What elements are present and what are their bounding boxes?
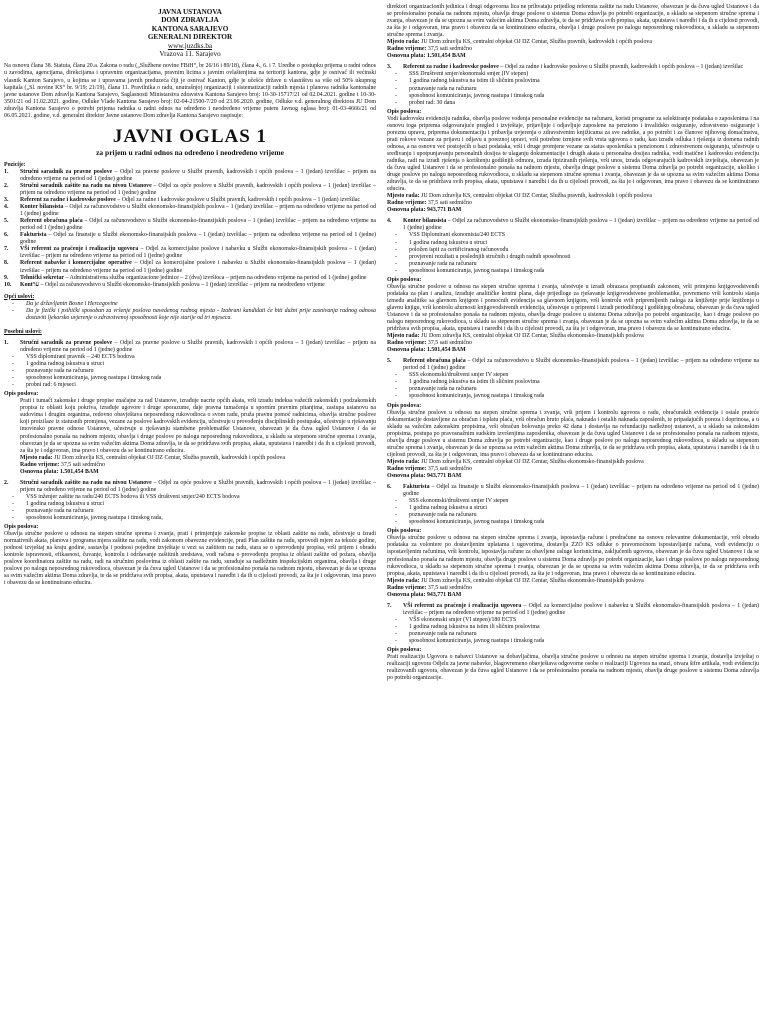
position-details: – Odjel za opće poslove u Službi pravnih, kadrovskih i općih poslova – 1 (jedan) izvršilac – prijem na određeno vrijeme na period od 1 (jedne) godine bbox=[20, 182, 377, 196]
position-list-item bbox=[4, 275, 376, 282]
position-1-hours: 37,5 sati sedmično bbox=[59, 461, 105, 468]
position-7-section: 7. VŠi referent za praćenje i realizaciju ugovora – Odjel za komercijalne poslove i nabavku u Službi ekonomsko-finansijskih poslova – 1 (jedan) izvršilac – prijem na određeno vrijeme na period od 1 (jedne) godine - VŠS ekonomski smjer (VI stepen)/180 ECTS - 1 godina radnog iskustva na istim ili sličnim poslovima - poznavanje rada na računaru - sposobnost komuniciranja, javnog nastupa i timskog rada Opis poslova: Prati realizaciju Ugovora o nabavci Ustanove sa dobavljačima, obavlja stručne poslove u odnosu na stepen stručne sprema i zvanja, dostavlja izvještaj o realizaciji ugovora Odjelu za javne nabavke, blagovremeno obavještava odgovorne osobe o realizaciji Ugovora na snazi, otvara šifre artikala, vodi evidenciju realizovanih ugovora, obavezan je da čuva ugled Ustanove i da se profesionalno ponaša na radnom mjestu, obavlja druge poslove u sistemu Doma zdravlja po potrebi organizacije. bbox=[387, 602, 759, 682]
requirement-item: - sposobnost komuniciranja, javnog nastupa i timskog rada bbox=[387, 93, 759, 100]
position-7-subtitle: – Odjel za komercijalne poslove i nabavku u Službi ekonomsko-finansijskih poslova – 1 (jedan) izvršilac – prijem na određeno vrijeme na period od 1 (jedne) godine bbox=[403, 602, 759, 616]
position-3-requirements bbox=[387, 71, 759, 106]
requirement-text: sposobnost komuniciranja, javnog nastupa i timskog rada bbox=[409, 267, 545, 274]
position-4-hours: 37,5 sati sedmično bbox=[426, 340, 472, 347]
position-name: Tehnički sekretar bbox=[20, 274, 65, 281]
position-5-place: JU Dom zdravlja KS, centralni objekat OJ DZ Centar, Služba ekonomsko-finansijskih poslova bbox=[419, 458, 644, 465]
position-5-opis-label: Opis poslova: bbox=[387, 402, 422, 409]
requirement-item: - VSS diplomirani pravnik – 240 ECTS bodova bbox=[4, 354, 376, 361]
position-1-subtitle: – Odjel za pravne poslove u Službi pravnih, kadrovskih i općih poslova – 1 (jedan) izvršilac – prijem na određeno vrijeme na period od 1 (jedne) godine bbox=[20, 339, 376, 353]
position-list-item bbox=[4, 260, 376, 274]
requirement-text: VSS Diplomirani ekonomista/240 ECTS bbox=[409, 232, 506, 239]
position-3-salary: 943,771 BAM bbox=[425, 207, 462, 214]
requirement-item: - SSS ekonomski/društveni smjer IV stepen bbox=[387, 372, 759, 379]
position-1-description: Prati i tumači zakonske i druge propise značajne za rad Ustanove, izrađuje nacrte općih akata, vrši izradu indeksa važećih zakonskih i podzakonskih propisa iz oblasti koju pokriva, izrađuje ugovore i druge sporazume, daje pravna tumačenja u sporním pravnim pitanjima, zastupa ustanovu na sudovima i drugim organima, redovno obavještava neposrednog rukovodioca o svom radu, pruža pravnu pomoć radnicima, obavlja stručne poslove koji proizilaze iz statusnih promjena, vezane za poslove kadrovskih evidencija, učestvuje u provođenju disciplinskih postupaka, učestvuje u rješavanju imovinsko pravne odnose Ustanove, učestvuje u rješavanju stambene problematike Ustanove, obavezan je da čuva ugled Ustanove i da se profesionalno ponaša na radnom mjestu, obavlja i druge poslove po nalogu neposrednog rukovodioca, u skladu sa stepenom stručne sprema i zvanja, obavezan je da se upozna sa svim važećim aktima Doma zdravlja, te da se pridržava svih propisa, akata, uputstava i naredbi i da ih u cijelosti provodi, za šta je i odgovoran, ima pravo i obavezu da se kontinuirano educira. bbox=[20, 398, 376, 454]
position-list-item bbox=[4, 204, 376, 218]
requirement-item: - sposobnost komuniciranja, javnog nastupa i timskog rada bbox=[387, 393, 759, 400]
requirement-text: sposobnost komuniciranja, javnog nastupa i timskog rada bbox=[409, 519, 545, 526]
requirement-text: sposobnost komuniciranja, javnog nastupa i timskog rada bbox=[409, 393, 545, 400]
position-6-place: JU Dom zdravlja KS, centralni objekat OJ DZ Centar, Služba ekonomsko-finansijskih poslova bbox=[419, 577, 644, 584]
position-4-opis-label: Opis poslova: bbox=[387, 276, 422, 283]
requirement-item: - poznavanje rada na računaru bbox=[387, 261, 759, 268]
position-6-hours: 37,5 sati sedmično bbox=[426, 584, 472, 591]
position-6-section: 6. Fakturista – Odjel za finansije u Službi ekonomsko-finansijskih poslova – 1 (jedan) izvršilac – prijem na određeno vrijeme na period od 1 (jedne) godine - SSS ekonomski/društveni smjer IV stepen - 1 godina radnog iskustva u struci - poznavanje rada na računaru - sposobnost komuniciranja, javnog nastupa i timskog rada Opis poslova: Obavlja stručne poslove u odnosu na stepen stručne sprema i zvanja, ispostavlja račune i predračune na osnovu relevantne dokumentacije, vrši obradu podataka za volontere po dostavljenim uplatama i ugovorima, dostavlja ZZO KS odluke o pravomoćnom ispostavljanju računa, vodi evidenciju o ispostavljenim računima, vrši kontrolu, ispostavlja račune za obavljene usluge korisnicima, zaključenih ugovora, obavezan je da čuva ugled Ustanove i da se profesionalno ponaša na radnom mjestu, obavlja druge poslove u sistemu Doma zdravlja po potrebi organizacije, kao i druge poslove po nalogu neposrednog rukovodioca, u skladu sa stepenom stručne sprema i zvanja, obavezan je da se upozna sa svim važećim aktima Doma zdravlja, te da se pridržava svih propisa, akata, uputstava i naredbi i da ih u cijelosti provodi, za šta je i odgovoran, ima pravo i obavezu da se kontinuirano educira. Mjesto rada: JU Dom zdravlja KS, centralni objekat OJ DZ Centar, Služba ekonomsko-finansijskih poslova Radno vrijeme: 37,5 sati sedmično Osnovna plata: 943,771 BAM bbox=[387, 484, 759, 598]
position-5-place-label: Mjesto rada: bbox=[387, 458, 420, 465]
position-2-hours-label: Radno vrijeme: bbox=[387, 46, 427, 53]
requirement-item: - položen ispit za certificiranog računovođu bbox=[387, 247, 759, 254]
requirement-text: poznavanje rada na računaru bbox=[409, 386, 477, 393]
position-7-description: Prati realizaciju Ugovora o nabavci Ustanove sa dobavljačima, obavlja stručne poslove u odnosu na stepen stručne sprema i zvanja, dostavlja izvještaj o realizaciji ugovora Odjelu za javne nabavke, blagovremeno obavještava odgovorne osobe o realizaciji Ugovora na snazi, otvara šifre artikala, vodi evidenciju realizovanih ugovora, obavezan je da čuva ugled Ustanove i da se profesionalno ponaša na radnom mjestu, obavlja druge poslove u sistemu Doma zdravlja po potrebi organizacije. bbox=[387, 654, 759, 682]
requirement-text: 1 godina radnog iskustva na istim ili sličnim poslovima bbox=[409, 78, 540, 85]
position-2-description-continued: direktori organizacionih jedinica i drugi odgovorna lica ne prihvataju prijedlog referenta zaštite na radu Ustanove, obavezan je da čuva ugled Ustanove i da se profesionalno ponaša na radnom mjestu, obavlja druge poslove u sistemu Doma zdravlja po potrebi organizacije, u skladu sa stepenom stručne sprema i zvanja, obavezan je da se upozna sa svim važećim aktima Doma zdravlja, te da se pridržava svih propisa, akata, uputstava i naredbi i da ih u cijelosti provodi, za šta je i odgovoran, ima pravo i obavezu da se kontinuirano educira, obavlja i druge poslove po nalogu neposrednog rukovodioca, u skladu sa stepenom stručne sprema i zvanja. bbox=[387, 4, 759, 39]
position-3-opis-label: Opis poslova: bbox=[387, 108, 422, 115]
position-name: VŠi referent za praćenje i realizaciju ugovora bbox=[20, 246, 139, 253]
position-number: 5. bbox=[4, 218, 9, 225]
position-6-subtitle: – Odjel za finansije u Službi ekonomsko-finansijskih poslova – 1 (jedan) izvršilac – prijem na određeno vrijeme na period od 1 (jedne) godine bbox=[403, 484, 759, 498]
requirement-item: - poznavanje rada na računaru bbox=[4, 508, 376, 515]
position-2-place-label: Mjesto rada: bbox=[387, 39, 420, 46]
requirement-text: sposobnost komuniciranja, javnog nastupa i timskog rada bbox=[409, 638, 545, 645]
institution-header bbox=[4, 8, 376, 58]
general-conditions-label: Opći uslovi: bbox=[4, 293, 35, 300]
position-6-salary-label: Osnovna plata: bbox=[387, 591, 426, 598]
position-2-description: Obavlja stručne poslove u odnosu na stepen stručne sprema i zvanja, prati i primjenjuje zakonske propise iz oblasti zaštite na radu, učestvuje u izradi normativnih akata, planova i programa mjera zaštite na radu, vodi zakonom obavezne evidencije, prati Plan zaštite na radu, sprovodi mjere za tekuće godine, podnosi izvještaj na kraju godine, sastavlja i podnosi pojedine izvještaje u vezi sa zaštitom na radu, stara se o sprovođenju propisa, vrši prijem i obradu kontrole ispravnosti, efikasnost, čuvanje, kontrolu i održavanje zaštitnih sredstava, vodi računa o provođenju propisa iz oblasti zaštite od požara, obavlja poslove koordinatora zaštite na radu, radi na stručnim poslovima iz oblasti zaštite na radu, surađuje sa nadležnim inspekcijskim organima, obavlja i druge poslove po nalogu neposrednog rukovodioca, obavezan je da čuva ugled Ustanove i da se profesionalno ponaša na radnom mjestu, obavezan je da se upozna sa svim važećim aktima Doma zdravlja, te da se pridržava svih propisa, akata, uputstava i naredbi i da ih u cijelosti provodi, za šta je i odgovoran, ima pravo i obavezu da se kontinuirano educira. bbox=[4, 531, 376, 587]
requirement-text: VŠS ekonomski smjer (VI stepen)/180 ECTS bbox=[409, 616, 517, 623]
position-5-title: Referent obračuna plaća bbox=[403, 358, 466, 365]
position-details: – Odjel za pravne poslove u Službi pravnih, kadrovskih i općih poslova – 1 (jedan) izvršilac – prijem na određeno vrijeme na period od 1 (jedne) godine bbox=[20, 168, 376, 182]
requirement-item: - sposobnost komuniciranja, javnog nastupa i timskog rada, bbox=[4, 515, 376, 522]
position-number: 6. bbox=[4, 232, 9, 239]
requirement-item: - sposobnost komuniciranja, javnog nastupa i timskog rada bbox=[387, 268, 759, 275]
position-number: 4. bbox=[4, 204, 9, 211]
requirement-text: poznavanje rada na računaru bbox=[26, 368, 94, 375]
requirement-text: 1 godina radnog iskustva u struci bbox=[26, 361, 105, 368]
requirement-item: - VSS inženjer zaštite na radu/240 ECTS bodova ili VSS društveni smjer/240 ECTS bodova bbox=[4, 494, 376, 501]
position-4-description: Obavlja stručne poslove u odnosu na stepen stručne sprema i zvanja, učestvuje u izradi obrazaca propisanih zakonom, vrši primjenu knjigovodstvenih podataka za plan i analizu, izrađuje analitičke kontni plana, daje prijedloge za rješavanje knjigovodstvene problematike, povremeno vrši kontrolu stanja između analitike sa glavnom knjigom i pomoćnih evidencija sa glavnom knjigom, vrši kontrolu svih pripremljenih naloga za knjiženje prije knjiženja u glavnu knjigu, vrši kontrolu ažurnosti knjigovodstvenih evidencija, učestvuje u pripremi i izradi periodičnog i godišnjeg obračuna, obavezan je da čuva ugled Ustanove i da se profesionalno ponaša na radnom mjestu, obavlja druge poslove u sistemu Doma zdravlja po potrebi organizacije, kao i druge poslove po nalogu neposrednog rukovodioca, u skladu sa stepenom stručne sprema i zvanja, obavezan je da se upozna sa svim važećim aktima Doma zdravlja, te da se pridržava svih propisa, akata, uputstava i naredbi i da ih u cijelosti provodi, za šta je i odgovoran, ima pravo i obavezu da se kontinuirano educira. bbox=[387, 283, 759, 333]
requirement-text: probni rad: 6 mjeseci bbox=[26, 382, 76, 389]
requirement-item: - 1 godina radnog iskustva na istim ili sličnim poslovima bbox=[387, 624, 759, 631]
website-link[interactable]: www.juzdks.ba bbox=[167, 41, 213, 50]
position-list-item bbox=[4, 183, 376, 197]
requirement-text: 1 godina radnog iskustva u struci bbox=[26, 500, 105, 507]
requirement-text: poznavanje rada na računaru bbox=[409, 630, 477, 637]
position-5-description: Obavlja stručne poslove u odnosu na stepen stručne sprema i zvanja, vrši prijem i kontrolu ugovora o radu, obračunskih evidencija i ostale pratеće dokumentacije dostavljene za obračun i isplatu plaća, vrši obračun bruto plaća, naknada i ostalih naknada zaposlenih, te pripadajućih poreza i doprinosa, a u skladu sa važećim zakonskim propisima, vrši obračun bolovanja preko 42 dana i dostavlja na refundaciju nadležnoj ustanovi, a u skladu sa zakonskim propisima, postupa po pravosnažnim sudskim izvršenjima zaposlenika, obavezan je da čuva ugled Ustanove i da se profesionalno ponaša na radnom mjestu, obavlja druge poslove u sistemu Doma zdravlja po potrebi organizacije, kao i druge poslove po nalogu neposrednog rukovodioca, u skladu sa stepenom stručne sprema i zvanja, obavezan je da se upozna sa svim važećim aktima Doma zdravlja, te da se pridržava svih propisa, akata, uputstava i naredbi i da ih u cijelosti provodi, za šta je i odgovoran, ima pravo i obavezu da se kontinuirano educira. bbox=[387, 409, 759, 458]
requirement-text: SSS ekonomski/društveni smjer IV stepen bbox=[409, 498, 509, 505]
requirement-text: položen ispit za certificiranog računovođu bbox=[409, 246, 509, 253]
position-number: 7. bbox=[4, 246, 9, 253]
header-line-4: GENERALNI DIREKTOR bbox=[147, 33, 233, 42]
position-4-section: 4. Konter bilansista – Odjel za računovodstvo u Službi ekonomsko-finansijskih poslova – 1 (jedan) izvršilac – prijem na određeno vrijeme na period od 1 (jedne) godine - VSS Diplomirani ekonomista/240 ECTS - 1 godina radnog iskustva u struci - položen ispit za certificiranog računovođu - provjereni rezultati u poslednjih stručnih i drugih radnih sposobnosti - poznavanje rada na računaru - sposobnost komuniciranja, javnog nastupa i timskog rada Opis poslova: Obavlja stručne poslove u odnosu na stepen stručne sprema i zvanja, učestvuje u izradi obrazaca propisanih zakonom, vrši primjenu knjigovodstvenih podataka za plan i analizu, izrađuje analitičke kontni plana, daje prijedloge za rješavanje knjigovodstvene problematike, povremeno vrši kontrolu stanja između analitike sa glavnom knjigom i pomoćnih evidencija sa glavnom knjigom, vrši kontrolu svih pripremljenih naloga za knjiženje prije knjiženja u glavnu knjigu, vrši kontrolu ažurnosti knjigovodstvenih evidencija, učestvuje u pripremi i izradi periodičnog i godišnjeg obračuna, obavezan je da čuva ugled Ustanove i da se profesionalno ponaša na radnom mjestu, obavlja druge poslove u sistemu Doma zdravlja po potrebi organizacije, kao i druge poslove po nalogu neposrednog rukovodioca, u skladu sa stepenom stručne sprema i zvanja, obavezan je da se upozna sa svim važećim aktima Doma zdravlja, te da se pridržava svih propisa, akata, uputstava i naredbi i da ih u cijelosti provodi, za šta je i odgovoran, ima pravo i obavezu da se kontinuirano educira. Mjesto rada: JU Dom zdravlja KS, centralni objekat OJ DZ Centar, Služba ekonomsko-finansijskih poslova Radno vrijeme: 37,5 sati sedmično Osnovna plata: 1.501,454 BAM bbox=[387, 218, 759, 354]
general-condition-text: Da je državljanin Bosne i Hercegovine bbox=[26, 300, 118, 307]
requirement-text: provjereni rezultati u poslednjih stručnih i drugih radnih sposobnosti bbox=[409, 253, 571, 260]
position-2-salary: 1.501,454 BAM bbox=[425, 53, 466, 60]
requirement-item: - poznavanje rada na računaru bbox=[387, 512, 759, 519]
position-2-requirements bbox=[4, 494, 376, 522]
position-2-salary-label: Osnovna plata: bbox=[387, 53, 426, 60]
position-details: – Odjel za komercijalne poslove i nabavku u Službi ekonomsko-finansijskih poslova – 1 (jedan) izvršilac – prijem na određeno vrijeme na period od 1 (jedne) godine bbox=[20, 246, 376, 260]
position-1-salary: 1.501,454 BAM bbox=[58, 468, 99, 475]
position-3-description: Vodi kadrovsku evidenciju radnika, obavlja poslove vođenja personalne evidencije na računaru, koristi programe za selektiranje podataka o zaposlenima i na osnovu toga priprema odgovarajuće pregled i izvještaje, prijavljuje i odjavljuje zaposlene na penziono i invalidsko osiguranje, zdravstveno osiguranje i poreznu upravu, priprema dokumentaciju i pribavlja uvjerenja o zdravstvenim knjižicama za sve radnike, a po potrebi i za članove njihovog domaćinstva, prati rokove vezane za prijavu i odjavu u poreznoj upravi, vrši potrebne izmjene svih vrsta ugovora o radu, kao izradu odluka i rješenja iz domena radnih odnosa, a na osnovu već postojećih u bazi podataka, vrši i druge promjene vezane za status uposlenika u penzionom i zdravstvenom osiguranju, učestvuje u sređivanju i upotpunjavanju personalnih dosijea te ulaganju dokumentacije i drugih akata u personalna dosijea radnika, vodi matične i kadrovsku evidenciju radnika, radi na izradi rješenja o korištenju godišnjih odmora, izrada tipiziranih rješenja, vrši unos, izrada odgovarajućih kadrovskih izvještaja, obavezan je da čuva ugled Ustanove i da se profesionalno ponaša na radnom mjestu, obavlja druge poslove u sistemu Doma zdravlja po potrebi organizacije, ukoliko i druge poslove po nalogu neposrednog rukovodioca, u skladu sa stepenom stručne sprema i zvanja, obavezan je da se upozna sa svim važećim aktima Doma zdravlja, te da se pridržava svih propisa, akata, uputstava i naredbi i da ih u cijelosti provodi, za šta je i odgovoran, ima pravo i obavezu da se kontinuirano educira. bbox=[387, 115, 759, 193]
position-1-place: JU Dom zdravlja KS, centralni objekat OJ DZ Centar, Služba pravnih, kadrovskih i općih poslova bbox=[52, 454, 285, 461]
page-subtitle: za prijem u radni odnos na određeno i neodređeno vrijeme bbox=[96, 147, 284, 157]
position-list-item bbox=[4, 232, 376, 246]
position-list-item bbox=[4, 218, 376, 232]
position-number: 8. bbox=[4, 260, 9, 267]
requirement-item: - sposobnost komuniciranja, javnog nastupa i timskog rada bbox=[4, 375, 376, 382]
requirement-text: 1 godina radnog iskustva na istim ili sličnim poslovima bbox=[409, 623, 540, 630]
positions-list bbox=[4, 169, 376, 289]
position-3-hours-label: Radno vrijeme: bbox=[387, 200, 427, 207]
position-2-hours: 37,5 sati sedmično bbox=[426, 46, 472, 53]
position-5-section: 5. Referent obračuna plaća – Odjel za računovodstvo u Službi ekonomsko-finansijskih poslova – 1 (jedan) izvršilac – prijem na određeno vrijeme na period od 1 (jedne) godine - SSS ekonomski/društveni smjer IV stepen - 1 godina radnog iskustva na istim ili sličnim poslovima - poznavanje rada na računaru - sposobnost komuniciranja, javnog nastupa i timskog rada Opis poslova: Obavlja stručne poslove u odnosu na stepen stručne sprema i zvanja, vrši prijem i kontrolu ugovora o radu, obračunskih evidencija i ostale pratеće dokumentacije dostavljene za obračun i isplatu plaća, vrši obračun bruto plaća, naknada i ostalih naknada zaposlenih, te pripadajućih poreza i doprinosa, a u skladu sa važećim zakonskim propisima, vrši obračun bolovanja preko 42 dana i dostavlja na refundaciju nadležnoj ustanovi, a u skladu sa zakonskim propisima, postupa po pravosnažnim sudskim izvršenjima zaposlenika, obavezan je da čuva ugled Ustanove i da se profesionalno ponaša na radnom mjestu, obavlja druge poslove u sistemu Doma zdravlja po potrebi organizacije, kao i druge poslove po nalogu neposrednog rukovodioca, u skladu sa stepenom stručne sprema i zvanja, obavezan je da se upozna sa svim važećim aktima Doma zdravlja, te da se pridržava svih propisa, akata, uputstava i naredbi i da ih u cijelosti provodi, za šta je i odgovoran, ima pravo i obavezu da se kontinuirano educira. Mjesto rada: JU Dom zdravlja KS, centralni objekat OJ DZ Centar, Služba ekonomsko-finansijskih poslova Radno vrijeme: 37,5 sati sedmično Osnovna plata: 943,771 BAM bbox=[387, 358, 759, 479]
positions-label: Pozicije: bbox=[4, 161, 26, 168]
header-line-2: DOM ZDRAVLJA bbox=[161, 16, 219, 25]
position-1-place-label: Mjesto rada: bbox=[20, 454, 53, 461]
position-6-salary: 943,771 BAM bbox=[425, 591, 462, 598]
position-5-subtitle: – Odjel za računovodstvo u Službi ekonomsko-finansijskih poslova – 1 (jedan) izvršilac – prijem na određeno vrijeme na period od 1 (jedne) godine bbox=[403, 358, 759, 372]
position-4-requirements bbox=[387, 232, 759, 274]
header-line-3: KANTONA SARAJEVO bbox=[151, 24, 229, 33]
position-2-title: Stručni saradnik zaštite na radu na nivou Ustanove bbox=[20, 479, 152, 486]
special-conditions-label: Posebni uslovi: bbox=[4, 328, 42, 335]
requirement-text: SSS ekonomski/društveni smjer IV stepen bbox=[409, 372, 509, 379]
requirement-item: - 1 godina radnog iskustva u struci bbox=[4, 501, 376, 508]
requirement-text: probni rad: 30 dana bbox=[409, 99, 455, 106]
position-3-salary-label: Osnovna plata: bbox=[387, 207, 426, 214]
position-1-section: 1. Stručni saradnik za pravne poslove – Odjel za pravne poslove u Službi pravnih, kadrovskih i općih poslova – 1 (jedan) izvršilac – prijem na određeno vrijeme na period od 1 (jedne) godine - VSS diplomirani pravnik – 240 ECTS bodova - 1 godina radnog iskustva u struci - poznavanje rada na računaru - sposobnost komuniciranja, javnog nastupa i timskog rada - probni rad: 6 mjeseci Opis poslova: Prati i tumači zakonske i druge propise značajne za rad Ustanove, izrađuje nacrte općih akata, vrši izradu indeksa važećih zakonskih i podzakonskih propisa iz oblasti koju pokriva, izrađuje ugovore i druge sporazume, daje pravna tumačenja u sporním pravnim pitanjima, zastupa ustanovu na sudovima i drugim organima, redovno obavještava neposrednog rukovodioca o svom radu, pruža pravnu pomoć radnicima, obavlja stručne poslove koji proizilaze iz statusnih promjena, vezane za poslove kadrovskih evidencija, učestvuje u provođenju disciplinskih postupaka, učestvuje u rješavanju imovinsko pravne odnose Ustanove, učestvuje u rješavanju stambene problematike Ustanove, obavezan je da čuva ugled Ustanove i da se profesionalno ponaša na radnom mjestu, obavlja i druge poslove po nalogu neposrednog rukovodioca, u skladu sa stepenom stručne sprema i zvanja, obavezan je da se upozna sa svim važećim aktima Doma zdravlja, te da se pridržava svih propisa, akata, uputstava i naredbi i da ih u cijelosti provodi, za šta je i odgovoran, ima pravo i obavezu da se kontinuirano educira. Mjesto rada: JU Dom zdravlja KS, centralni objekat OJ DZ Centar, Služba pravnih, kadrovskih i općih poslova Radno vrijeme: 37,5 sati sedmično Osnovna plata: 1.501,454 BAM bbox=[4, 339, 376, 475]
position-name: Konter bilansista bbox=[20, 204, 64, 211]
position-1-title: Stručni saradnik za pravne poslove bbox=[20, 339, 113, 346]
requirement-text: sposobnost komuniciranja, javnog nastupa i timskog rada bbox=[409, 92, 545, 99]
requirement-text: 1 godina radnog iskustva u struci bbox=[409, 505, 488, 512]
general-condition-item: - Da je državljanin Bosne i Hercegovine bbox=[4, 301, 376, 308]
position-7-opis-label: Opis poslova: bbox=[387, 647, 422, 654]
general-condition-item: - Da je fizički i psihički sposoban za vršenje poslova navedenog radnog mjesta - Izabrani kandidati će biti dužni prije zasnivanja radnog odnosa dostaviti ljekarsko uvjerenje o zdravstvenoj sposobnosti koje nije starije od tri mjeseca. bbox=[12, 307, 376, 321]
requirement-item: - sposobnost komuniciranja, javnog nastupa i timskog rada bbox=[387, 519, 759, 526]
position-3-hours: 37,5 sati sedmično bbox=[426, 200, 472, 207]
legal-basis-intro: Na osnovu člana 38. Statuta, člana 20.a. Zakona o radu („Službene novine FBiH“, br 26/16 i 89/18), člana 4., 6. i 7. Uredbe o postupku prijema u radni odnos u zavodima, agencijama, direkcijama i upravnim organizacijama, pravnim licima s javnim ovlaštenjima na teritoriji kantona, gdje je osnivač ili većinski vlasnik Kanton Sarajevo, u kojima se i upravama javnih preduzeća čiji je osnivač Kanton, gdje je učešće države u vlasništvu sa više od 50% ukupnog kapitala („Sl. novine KS“ br. 9/19; 21/19), člana 11. Pravilnika o radu, unutrašnjoj organizaciji i sistematizaciji radnih mjesta i planova radnika kantonalne javne ustanove Dom zdravlja Kantona Sarajevo, Saglasnosti Ministarstva zdravstva Kantona Sarajevo broj: 10-30-15717/21 od 02.04.2021. godine i 10-30-3501/21 od 11.02.2021. godine, Odluke Vlade Kantona Sarajevo broj: 02-04-21500-7/20 od 23.06.2020. godine, Odluke v.d. generalnog direktora JU Dom zdravlja Kantona Sarajevo o potrebi prijema radnika u radni odnos na određeno i neodređeno vrijeme putem Javnog oglasa broj: 01-03-4666/21 od 06.05.2021. godine, v.d. generalni direktor Javne ustanove Dom zdravlja Kantona Sarajevo raspisuje: bbox=[4, 63, 376, 119]
requirement-item: - 1 godina radnog iskustva u struci bbox=[387, 505, 759, 512]
requirement-text: poznavanje rada na računaru bbox=[409, 260, 477, 267]
requirement-text: sposobnost komuniciranja, javnog nastupa i timskog rada bbox=[26, 375, 162, 382]
position-4-subtitle: – Odjel za računovodstvo u Službi ekonomsko-finansijskih poslova – 1 (jedan) izvršilac – prijem na određeno vrijeme na period od 1 (jedne) godine bbox=[403, 218, 759, 232]
position-number: 1. bbox=[4, 168, 9, 175]
requirement-item: - probni rad: 30 dana bbox=[387, 100, 759, 107]
position-4-place: JU Dom zdravlja KS, centralni objekat OJ DZ Centar, Služba ekonomsko-finansijskih poslova bbox=[419, 333, 644, 340]
requirement-item: - 1 godina radnog iskustva u struci bbox=[387, 240, 759, 247]
position-2-section: 2. Stručni saradnik zaštite na radu na nivou Ustanove – Odjel za opće poslove u Službi pravnih, kadrovskih i općih poslova – 1 (jedan) izvršilac – prijem na određeno vrijeme na period od 1 (jedne) godine - VSS inženjer zaštite na radu/240 ECTS bodova ili VSS društveni smjer/240 ECTS bodova - 1 godina radnog iskustva u struci - poznavanje rada na računaru - sposobnost komuniciranja, javnog nastupa i timskog rada, Opis poslova: Obavlja stručne poslove u odnosu na stepen stručne sprema i zvanja, prati i primjenjuje zakonske propise iz oblasti zaštite na radu, učestvuje u izradi normativnih akata, planova i programa mjera zaštite na radu, vodi zakonom obavezne evidencije, prati Plan zaštite na radu, sprovodi mjere za tekuće godine, podnosi izvještaj na kraju godine, sastavlja i podnosi pojedine izvještaje u vezi sa zaštitom na radu, stara se o sprovođenju propisa, vrši prijem i obradu kontrole ispravnosti, efikasnost, čuvanje, kontrolu i održavanje zaštitnih sredstava, vodi računa o provođenju propisa iz oblasti zaštite od požara, obavlja poslove koordinatora zaštite na radu, radi na stručnim poslovima iz oblasti zaštite na radu, surađuje sa nadležnim inspekcijskim organima, obavlja i druge poslove po nalogu neposrednog rukovodioca, obavezan je da čuva ugled Ustanove i da se profesionalno ponaša na radnom mjestu, obavezan je da se upozna sa svim važećim aktima Doma zdravlja, te da se pridržava svih propisa, akata, uputstava i naredbi i da ih u cijelosti provodi, za šta je i odgovoran, ima pravo i obavezu da se kontinuirano educira. bbox=[4, 479, 377, 587]
position-name: Fakturista bbox=[20, 232, 47, 239]
position-3-section: 3. Referent za radne i kadrovske poslove – Odjel za radne i kadrovske poslove u Službi pravnih, kadrovskih i općih poslova – 1 (jedan) izvršilac - SSS Društveni smjer/ekonomski smjer (IV stepen) - 1 godina radnog iskustva na istim ili sličnim poslovima - poznavanje rada na računaru - sposobnost komuniciranja, javnog nastupa i timskog rada - probni rad: 30 dana Opis poslova: Vodi kadrovsku evidenciju radnika, obavlja poslove vođenja personalne evidencije na računaru, koristi programe za selektiranje podataka o zaposlenima i na osnovu toga priprema odgovarajuće pregled i izvještaje, prijavljuje i odjavljuje zaposlene na penziono i invalidsko osiguranje, zdravstveno osiguranje i poreznu upravu, priprema dokumentaciju i pribavlja uvjerenja o zdravstvenim knjižicama za sve radnike, a po potrebi i za članove njihovog domaćinstva, prati rokove vezane za prijavu i odjavu u poreznoj upravi, vrši potrebne izmjene svih vrsta ugovora o radu, kao izradu odluka i rješenja iz domena radnih odnosa, a na osnovu već postojećih u bazi podataka, vrši i druge promjene vezane za status uposlenika u penzionom i zdravstvenom osiguranju, učestvuje u sređivanju i upotpunjavanju personalnih dosijea te ulaganju dokumentacije i drugih akata u personalna dosijea radnika, vodi matične i kadrovsku evidenciju radnika, radi na izradi rješenja o korištenju godišnjih odmora, izrada tipiziranih rješenja, vrši unos, izrada odgovarajućih kadrovskih izvještaja, obavezan je da čuva ugled Ustanove i da se profesionalno ponaša na radnom mjestu, obavlja druge poslove u sistemu Doma zdravlja po potrebi organizacije, ukoliko i druge poslove po nalogu neposrednog rukovodioca, u skladu sa stepenom stručne sprema i zvanja, obavezan je da se upozna sa svim važećim aktima Doma zdravlja, te da se pridržava svih propisa, akata, uputstava i naredbi i da ih u cijelosti provodi, za šta je i odgovoran, ima pravo i obavezu da se kontinuirano educira. Mjesto rada: JU Dom zdravlja KS, centralni objekat OJ DZ Centar, Služba pravnih, kadrovskih i općih poslova Radno vrijeme: 37,5 sati sedmično Osnovna plata: 943,771 BAM bbox=[387, 64, 759, 214]
position-4-title: Konter bilansista bbox=[403, 218, 447, 225]
position-2-opis-label: Opis poslova: bbox=[4, 524, 39, 531]
position-list-item bbox=[4, 246, 376, 260]
position-name: Stručni saradnik za pravne poslove bbox=[20, 168, 113, 175]
position-name: Kontער bbox=[20, 281, 39, 288]
requirement-text: SSS Društveni smjer/ekonomski smjer (IV stepen) bbox=[409, 71, 529, 78]
requirement-item: - poznavanje rada na računaru bbox=[4, 368, 376, 375]
position-number: 3. bbox=[4, 197, 9, 204]
position-2-place: JU Dom zdravlja KS, centralni objekat OJ DZ Centar, Služba pravnih, kadrovskih i općih poslova bbox=[419, 39, 652, 46]
position-details: – Odjel za komercijalne poslove i nabavku u Službi ekonomsko-finansijskih poslova – 1 (jedan) izvršilac – prijem na određeno vrijeme na period od 1 (jedne) godine bbox=[20, 260, 376, 274]
position-details: – Administrativna služba organizacione jedinice – 2 (dva) izvršioca – prijem na određeno vrijeme na period od 1 (jedne) godine bbox=[64, 274, 367, 281]
requirement-text: poznavanje rada na računaru bbox=[26, 507, 94, 514]
requirement-item: - SSS Društveni smjer/ekonomski smjer (IV stepen) bbox=[387, 71, 759, 78]
position-6-place-label: Mjesto rada: bbox=[387, 577, 420, 584]
page-title: JAVNI OGLAS 1 bbox=[112, 125, 268, 147]
position-details: – Odjel za finansije u Službi ekonomsko-finansijskih poslova – 1 (jedan) izvršilac – prijem na određeno vrijeme na period od 1 (jedne) godine bbox=[20, 232, 376, 246]
position-number: 2. bbox=[4, 182, 9, 189]
position-1-opis-label: Opis poslova: bbox=[4, 391, 39, 398]
position-2-subtitle: – Odjel za opće poslove u Službi pravnih, kadrovskih i općih poslova – 1 (jedan) izvršilac – prijem na određeno vrijeme na period od 1 (jedne) godine bbox=[20, 479, 377, 493]
position-3-place: JU Dom zdravlja KS, centralni objekat OJ DZ Centar, Služba pravnih, kadrovskih i općih poslova bbox=[419, 193, 652, 200]
general-conditions-list bbox=[4, 301, 376, 322]
position-4-salary: 1.501,454 BAM bbox=[425, 347, 466, 354]
position-number: 9. bbox=[4, 274, 9, 281]
header-line-1: JAVNA USTANOVA bbox=[158, 8, 222, 16]
position-4-hours-label: Radno vrijeme: bbox=[387, 340, 427, 347]
requirement-item: - sposobnost komuniciranja, javnog nastupa i timskog rada bbox=[387, 638, 759, 645]
position-details: – Odjel za računovodstvo u Službi ekonomsko-finansijskih poslova – 1 (jedan) izvršilac – prijem na određeno vrijeme na period od 1 (jedne) godine bbox=[20, 218, 376, 232]
position-details: – Odjel za računovodstvo u Službi ekonomsko-finansijskih poslova – 1 (jedan) izvršilac – prijem na određeno vrijeme na period od 1 (jedne) godine bbox=[20, 204, 376, 218]
position-4-salary-label: Osnovna plata: bbox=[387, 347, 426, 354]
requirement-text: poznavanje rada na računaru bbox=[409, 85, 477, 92]
requirement-item: - SSS ekonomski/društveni smjer IV stepen bbox=[387, 498, 759, 505]
requirement-text: sposobnost komuniciranja, javnog nastupa i timskog rada, bbox=[26, 515, 163, 522]
requirement-item: - 1 godina radnog iskustva u struci bbox=[4, 361, 376, 368]
requirement-text: poznavanje rada na računaru bbox=[409, 512, 477, 519]
requirement-item: - poznavanje rada na računaru bbox=[387, 386, 759, 393]
general-condition-text: Da je fizički i psihički sposoban za vršenje poslova navedenog radnog mjesta - Izabrani kandidati će biti dužni prije zasnivanja radnog odnosa dostaviti ljekarsko uvjerenje o zdravstvenoj sposobnosti koje nije starije od tri mjeseca. bbox=[26, 307, 376, 321]
requirement-item: - provjereni rezultati u poslednjih stručnih i drugih radnih sposobnosti bbox=[387, 254, 759, 261]
position-5-hours: 37,5 sati sedmično bbox=[426, 465, 472, 472]
right-column bbox=[387, 4, 759, 682]
position-list-item bbox=[4, 169, 376, 183]
header-address: Vrazova 11. Sarajevo bbox=[159, 50, 221, 59]
position-5-hours-label: Radno vrijeme: bbox=[387, 465, 427, 472]
position-6-opis-label: Opis poslova: bbox=[387, 528, 422, 535]
position-5-salary: 943,771 BAM bbox=[425, 473, 462, 479]
position-6-requirements bbox=[387, 498, 759, 526]
position-name: Stručni saradnik zaštite na radu na nivou Ustanove bbox=[20, 182, 152, 189]
position-name: Referent nabavke i komercijalne operative bbox=[20, 260, 132, 267]
position-6-hours-label: Radno vrijeme: bbox=[387, 584, 427, 591]
position-name: Referent obračuna plaća bbox=[20, 218, 83, 225]
position-1-hours-label: Radno vrijeme: bbox=[20, 461, 60, 468]
requirement-item: - 1 godina radnog iskustva na istim ili sličnim poslovima bbox=[387, 78, 759, 85]
position-3-title: Referent za radne i kadrovske poslove bbox=[403, 64, 499, 71]
requirement-item: - VSS Diplomirani ekonomista/240 ECTS bbox=[387, 232, 759, 239]
position-3-subtitle: – Odjel za radne i kadrovske poslove u Službi pravnih, kadrovskih i općih poslova – 1 (jedan) izvršilac bbox=[498, 64, 744, 71]
position-6-title: Fakturista bbox=[403, 484, 430, 491]
requirement-item: - probni rad: 6 mjeseci bbox=[4, 382, 376, 389]
position-4-place-label: Mjesto rada: bbox=[387, 333, 420, 340]
left-column bbox=[4, 8, 376, 587]
requirement-text: 1 godina radnog iskustva u struci bbox=[409, 239, 488, 246]
requirement-item: - VŠS ekonomski smjer (VI stepen)/180 ECTS bbox=[387, 617, 759, 624]
position-1-requirements bbox=[4, 354, 376, 389]
requirement-item: - poznavanje rada na računaru bbox=[387, 86, 759, 93]
position-7-requirements bbox=[387, 617, 759, 645]
position-list-item bbox=[4, 282, 376, 289]
position-1-salary-label: Osnovna plata: bbox=[20, 468, 59, 475]
requirement-item: - poznavanje rada na računaru bbox=[387, 631, 759, 638]
requirement-text: VSS inženjer zaštite na radu/240 ECTS bodova ili VSS društveni smjer/240 ECTS bodova bbox=[26, 493, 240, 500]
position-name: Referent za radne i kadrovske poslove bbox=[20, 197, 116, 204]
position-5-salary-label: Osnovna plata: bbox=[387, 473, 426, 479]
position-details: – Odjel za računovodstvo u Službi ekonomsko-finansijskih poslova – 1 (jedan) izvršilac – prijem na neodređeno vrijeme bbox=[39, 281, 325, 288]
position-6-description: Obavlja stručne poslove u odnosu na stepen stručne sprema i zvanja, ispostavlja račune i predračune na osnovu relevantne dokumentacije, vrši obradu podataka za volontere po dostavljenim uplatama i ugovorima, dostavlja ZZO KS odluke o pravomoćnom ispostavljanju računa, vodi evidenciju o ispostavljenim računima, vrši kontrolu, ispostavlja račune za obavljene usluge korisnicima, zaključenih ugovora, obavezan je da čuva ugled Ustanove i da se profesionalno ponaša na radnom mjestu, obavlja druge poslove u sistemu Doma zdravlja po potrebi organizacije, kao i druge poslove po nalogu neposrednog rukovodioca, u skladu sa stepenom stručne sprema i zvanja, obavezan je da se upozna sa svim važećim aktima Doma zdravlja, te da se pridržava svih propisa, akata, uputstava i naredbi i da ih u cijelosti provodi, za šta je i odgovoran, ima pravo i obavezu da se kontinuirano educira. bbox=[387, 535, 759, 577]
position-5-requirements bbox=[387, 372, 759, 400]
requirement-text: 1 godina radnog iskustva na istim ili sličnim poslovima bbox=[409, 379, 540, 386]
position-7-title: VŠi referent za praćenje i realizaciju ugovora bbox=[403, 602, 522, 609]
position-details: – Odjel za radne i kadrovske poslove u Službi pravnih, kadrovskih i općih poslova – 1 (jedan) izvršilac bbox=[115, 197, 361, 204]
position-number: 10. bbox=[4, 281, 12, 288]
requirement-text: VSS diplomirani pravnik – 240 ECTS bodova bbox=[26, 353, 135, 360]
position-3-place-label: Mjesto rada: bbox=[387, 193, 420, 200]
requirement-item: - 1 godina radnog iskustva na istim ili sličnim poslovima bbox=[387, 379, 759, 386]
